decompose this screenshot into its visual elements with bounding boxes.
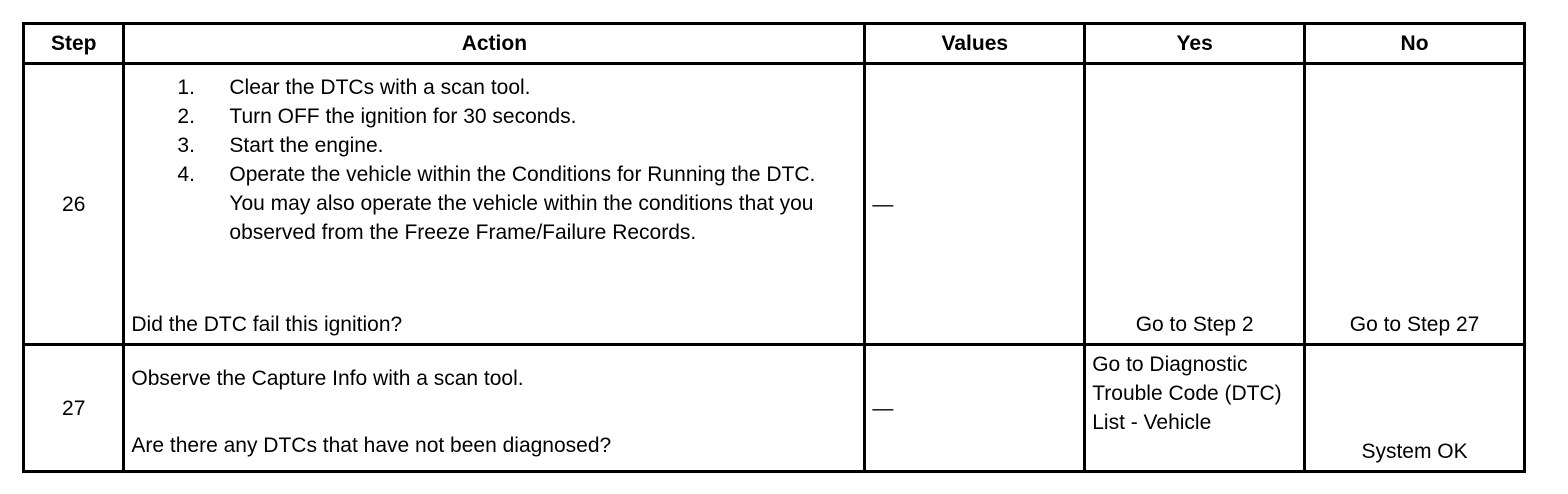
step-index: 2. <box>177 105 195 128</box>
values-cell: — <box>865 64 1085 345</box>
step-number: 26 <box>24 64 124 345</box>
no-cell <box>1305 64 1525 345</box>
header-step: Step <box>24 24 124 64</box>
values-cell: — <box>865 345 1085 472</box>
yes-answer-link[interactable]: Go to Diagnostic Trouble Code (DTC) List - Vehicle <box>1085 345 1305 472</box>
header-values: Values <box>865 24 1085 64</box>
step-index: 3. <box>177 134 195 157</box>
step-text: Clear the DTCs with a scan tool. <box>229 76 531 99</box>
action-cell <box>124 64 865 345</box>
diagnostic-table <box>22 22 1526 473</box>
yes-cell <box>1085 64 1305 345</box>
table-row-step-26 <box>24 64 1525 345</box>
step-text: Turn OFF the ignition for 30 seconds. <box>229 105 577 128</box>
no-answer-link[interactable]: Go to Step 27 <box>1349 313 1480 336</box>
action-text: Observe the Capture Info with a scan tool. <box>131 367 524 390</box>
header-no: No <box>1305 24 1525 64</box>
action-steps-list <box>125 65 863 247</box>
no-cell <box>1305 345 1525 472</box>
action-step <box>125 160 863 247</box>
header-yes: Yes <box>1085 24 1305 64</box>
header-action: Action <box>124 24 865 64</box>
step-index: 4. <box>177 163 195 186</box>
table-row-step-27 <box>24 345 1525 472</box>
table-header-row <box>24 24 1525 64</box>
action-step <box>125 131 863 160</box>
step-text: Operate the vehicle within the Conditions for Running the DTC. You may also operate the vehicle within the conditions that you observed from the Freeze Frame/Failure Records. <box>229 163 816 244</box>
step-number: 27 <box>24 345 124 472</box>
question-text: Did the DTC fail this ignition? <box>131 313 403 336</box>
action-step <box>125 102 863 131</box>
question-text: Are there any DTCs that have not been diagnosed? <box>131 434 612 457</box>
step-text: Start the engine. <box>229 134 384 157</box>
yes-answer-link[interactable]: Go to Step 2 <box>1135 313 1254 336</box>
step-index: 1. <box>177 76 195 99</box>
no-answer-text: System OK <box>1361 440 1468 463</box>
action-cell <box>124 345 865 472</box>
action-step <box>125 73 863 102</box>
